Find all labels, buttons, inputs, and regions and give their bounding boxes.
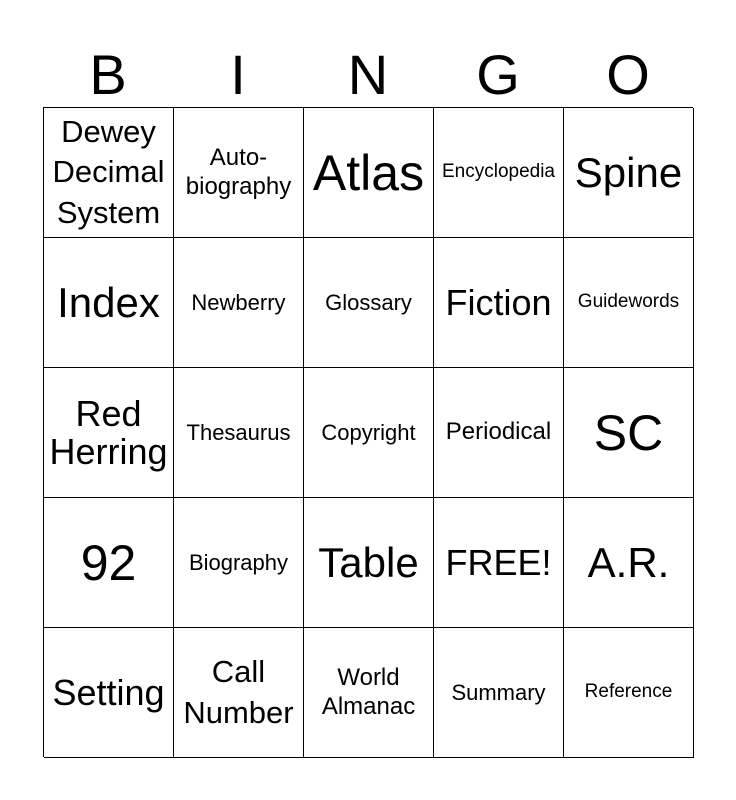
bingo-cell[interactable] bbox=[174, 498, 304, 628]
cell-label: Spine bbox=[574, 148, 683, 196]
cell-label: Atlas bbox=[312, 144, 425, 201]
bingo-cell[interactable] bbox=[44, 238, 174, 368]
bingo-cell[interactable] bbox=[434, 238, 564, 368]
bingo-cell[interactable] bbox=[174, 238, 304, 368]
bingo-cell[interactable] bbox=[564, 368, 694, 498]
bingo-cell[interactable] bbox=[434, 108, 564, 238]
bingo-cell[interactable] bbox=[44, 108, 174, 238]
cell-label: SC bbox=[593, 404, 664, 461]
cell-label: Biography bbox=[188, 549, 289, 575]
bingo-cell[interactable] bbox=[434, 368, 564, 498]
bingo-cell[interactable] bbox=[174, 368, 304, 498]
header-letter-g: G bbox=[476, 43, 520, 106]
cell-label: Newberry bbox=[191, 289, 286, 315]
bingo-cell[interactable] bbox=[564, 498, 694, 628]
cell-label: A.R. bbox=[587, 538, 670, 586]
bingo-cell[interactable] bbox=[44, 368, 174, 498]
cell-label: Setting bbox=[52, 671, 165, 713]
cell-label: Fiction bbox=[445, 281, 552, 323]
cell-label: Table bbox=[318, 538, 419, 586]
header-letter-n: N bbox=[347, 43, 389, 106]
cell-label: Call Number bbox=[183, 654, 294, 730]
cell-label: Dewey Decimal System bbox=[52, 114, 165, 230]
bingo-cell[interactable] bbox=[434, 628, 564, 758]
cell-label: Glossary bbox=[325, 289, 412, 315]
bingo-board bbox=[43, 107, 693, 757]
cell-label: Guidewords bbox=[577, 291, 680, 313]
header-letter-b: B bbox=[89, 43, 127, 106]
cell-label: Thesaurus bbox=[186, 419, 291, 445]
cell-label: Auto- biography bbox=[185, 143, 292, 200]
cell-label: Index bbox=[57, 278, 160, 326]
bingo-header bbox=[43, 40, 693, 108]
bingo-cell[interactable] bbox=[304, 368, 434, 498]
bingo-cell[interactable] bbox=[564, 108, 694, 238]
bingo-cell[interactable] bbox=[564, 238, 694, 368]
bingo-cell[interactable] bbox=[304, 498, 434, 628]
cell-label: Copyright bbox=[321, 419, 416, 445]
bingo-cell[interactable] bbox=[174, 628, 304, 758]
cell-label: Red Herring bbox=[49, 392, 168, 472]
bingo-cell[interactable] bbox=[44, 628, 174, 758]
free-space-cell[interactable] bbox=[434, 498, 564, 628]
bingo-cell[interactable] bbox=[304, 238, 434, 368]
header-letter-o: O bbox=[606, 43, 650, 106]
bingo-cell[interactable] bbox=[174, 108, 304, 238]
free-space-label: FREE! bbox=[445, 541, 552, 583]
cell-label: 92 bbox=[80, 534, 137, 591]
cell-label: Encyclopedia bbox=[441, 161, 556, 183]
cell-label: Reference bbox=[584, 681, 673, 703]
header-letter-i: I bbox=[230, 43, 246, 106]
bingo-cell[interactable] bbox=[44, 498, 174, 628]
cell-label: Periodical bbox=[445, 418, 552, 446]
cell-label: World Almanac bbox=[321, 663, 416, 720]
bingo-cell[interactable] bbox=[304, 108, 434, 238]
bingo-cell[interactable] bbox=[564, 628, 694, 758]
cell-label: Summary bbox=[451, 679, 546, 705]
bingo-cell[interactable] bbox=[304, 628, 434, 758]
